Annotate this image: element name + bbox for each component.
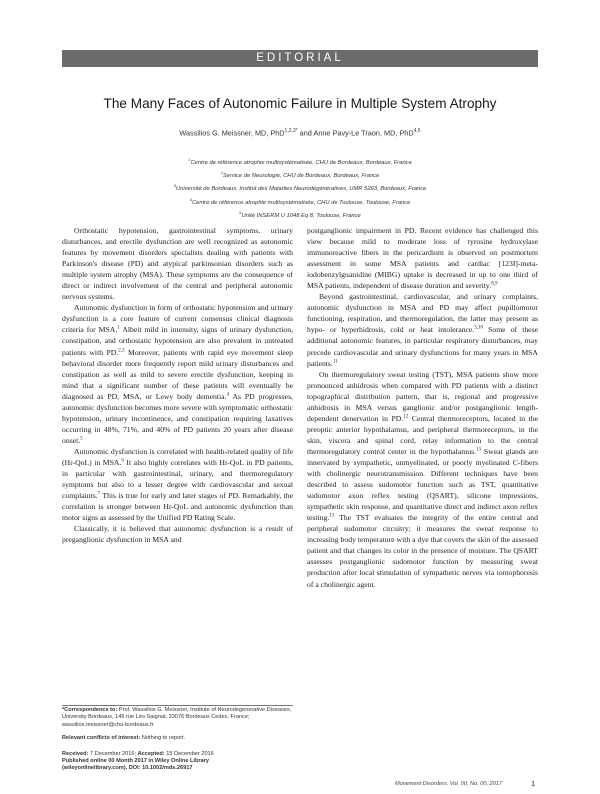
affiliation-line [0,168,600,181]
body-column-right [307,225,538,590]
footnotes [62,707,293,773]
affiliation-text: Service de Neurologie, CHU de Bordeaux, Bordeaux, France [222,173,380,180]
body-paragraph: Orthostatic hypotension, gastrointestinal symptoms, urinary disturbances, and erectile dysfunction are well recognized as autonomic features by movement disorders specialists dealing with patients with Parkinson's disease (PD) and atypical parkinsonian disorders such as multiple system atrophy (MSA). These symptoms are the consequence of direct or indirect involvement of the central and peripheral autonomic nervous systems. [62,226,293,302]
journal-footer: Movement Disorders, Vol. 00, No. 00, 2017 [395,781,503,787]
affiliation-text: Centre de référence atrophie multisystématisée, CHU de Toulouse, Toulouse, France [191,199,411,206]
citation: 2,3 [118,347,125,353]
body-paragraph: Autonomic dysfunction in form of orthostatic hypotension and urinary dysfunction is a core feature of current consensus clinical diagnosis criteria for MSA.$^1$ Albeit mild in intensity, signs of urinary dysfunction, constipation, and orthostatic hypotension are also prevalent in untreated patients with PD.$^{2,3}$ Moreover, patients with rapid eye movement sleep behavioral disorder more frequently report mild urinary disturbances and constipation as well as mild to severe erectile dysfunction, keeping in mind that a significant number of these patients will eventually be diagnosed as PD, MSA, or Lewy body dementia.$^4$ As PD progresses, autonomic dysfunction becomes more severe with symptomatic orthostatic hypotension, urinary incontinence, and constipation requiring laxatives occurring in 48%, 71%, and 40% of PD patients 20 years after disease onset.$^5$ [62,303,294,445]
citation: 13 [329,513,335,519]
published-note: Published online 00 Month 2017 in Wiley Online Library [62,758,209,765]
citation: 7 [97,491,101,497]
affiliation-number: 3 [173,183,176,189]
section-banner [62,50,538,67]
author-1-name: Wassilios G. Meissner, MD, PhD [179,128,285,138]
page-number: 1 [531,779,536,788]
affiliations [0,155,600,221]
author-line [0,128,600,137]
affiliation-text: Centre de référence atrophie multisystématisée, CHU de Bordeaux, Bordeaux, France [190,159,412,166]
author-conjunction: and [297,128,314,138]
dates-note: Received: 7 December 2016; Accepted: 15 December 2016 [62,750,214,757]
citation: 13 [475,447,481,453]
citation: 3,10 [474,325,483,331]
body-column-left [62,225,293,545]
body-paragraph: Beyond gastrointestinal, cardiovascular, and urinary complaints, autonomic dysfunction in MSA and PD may affect pupillomotor functioning, respiration, and thermoregulation, the latter may present as hypo- or hyperhidrosis, cold or heat intolerance.$^{3,10}$ Some of these additional autonomic features, in particular respiratory disturbances, may precede cardiovascular and urinary dysfunctions for many years in MSA patients.$^{11}$ [307,292,538,368]
body-paragraph: Classically, it is believed that autonomic dysfunction is a result of preganglionic dysfunction in MSA and [62,524,293,545]
citation: 11 [332,359,338,364]
affiliation-number: 5 [239,209,242,215]
body-paragraph: postganglionic impairment in PD. Recent evidence has challenged this view because mild to moderate loss of tyrosine hydroxylase immunoreactive fibers in the pericardium is observed on postmortem assessment in some MSA patients and cardiac [123I]-meta-iodobenzylguanidine (MIBG) uptake is decreased in up to one third of MSA patients, independent of disease duration and severity.$^{8,9}$ [307,226,538,291]
affiliation-line [0,155,600,168]
footnote-divider [62,705,293,706]
citation: 5 [80,436,83,442]
citation: 6 [121,458,124,464]
citation: 12 [403,414,409,420]
affiliation-text: Unité INSERM U 1048 Eq 8, Toulouse, France [241,212,361,219]
body-paragraph: Autonomic dysfunction is correlated with health-related quality of life (Hr-QoL) in MSA.$^6$ It also highly correlates with Hr-QoL in PD patients, in particular with gastrointestinal, urinary, and thermoregulatory symptoms but also to a lesser degree with cardiovascular and sexual complaints.$^7$ This is true for early and later stages of PD. Remarkably, the correlation is stronger between Hr-QoL and autonomic dysfunction than motor signs as assessed by the Unified PD Rating Scale. [62,446,294,523]
affiliation-number: 4 [189,196,192,202]
conflicts-note: Relevant conflicts of interest: Nothing to report. [62,735,186,742]
affiliation-text: Université de Bordeaux, Institut des Maladies Neurodégénératives, UMR 5293, Bordeaux, France [175,186,427,193]
citation: 8,9 [491,281,498,287]
affiliation-number: 1 [188,157,191,162]
affiliation-line [0,208,600,221]
author-2-affiliation: 4,5 [413,128,421,134]
citation: 1 [117,325,120,331]
affiliation-line [0,181,600,194]
citation: 4 [226,392,229,398]
author-1-affiliation: 1,2,3* [284,128,298,134]
correspondence-note: *Correspondence to: Prof. Wassilios G. Meissner, Institute of Neurodegenerative Diseases, University Bordeaux, 146 rue Léo Saignat, 33076 Bordeaux Cedex, France; wassilios.meissner@chu-bordeaux.fr [62,707,292,728]
author-2-name: Anne Pavy-Le Traon, MD, PhD [313,128,414,138]
affiliation-line [0,195,600,208]
affiliation-number: 2 [220,170,223,176]
doi-note: (wileyonlinelibrary.com). DOI: 10.1002/mds.26917 [62,765,193,772]
section-label: EDITORIAL [256,52,344,64]
body-paragraph: On thermoregulatory sweat testing (TST), MSA patients show more pronounced anhidrosis when compared with PD patients with a distinct topographical distribution pattern, that is, regional and progressive anhidrosis in MSA versus ganglionic and/or postganglionic length-dependent denervation in PD.$^{12}$ Central thermoreceptors, located in the preoptic anterior hypothalamus, and peripheral thermoreceptors, in the skin, viscera and spinal cord, relay information to the central thermoregulatory control center in the hypothalamus.$^{13}$ Sweat glands are innervated by sympathetic, unmyelinated, or poorly myelinated C-fibers with cholinergic neurotransmission. Different techniques have been described to assess sudomotor function such as TST, quantitative sudomotor axon reflex testing (QSART), silicone impressions, sympathetic skin response, and quantitative direct and indirect axon reflex testing.$^{13}$ The TST evaluates the integrity of the entire central and peripheral sudomotor circuitry; it measures the sweat response to increasing body temperature with a dye that covers the skin of the assessed patient and that changes its color in the presence of moisture. The QSART assesses postganglionic sudomotor function by measuring sweat production after local stimulation of sympathetic nerves via iontophoresis of a cholinergic agent. [307,369,539,589]
article-title: The Many Faces of Autonomic Failure in Multiple System Atrophy [103,96,497,111]
